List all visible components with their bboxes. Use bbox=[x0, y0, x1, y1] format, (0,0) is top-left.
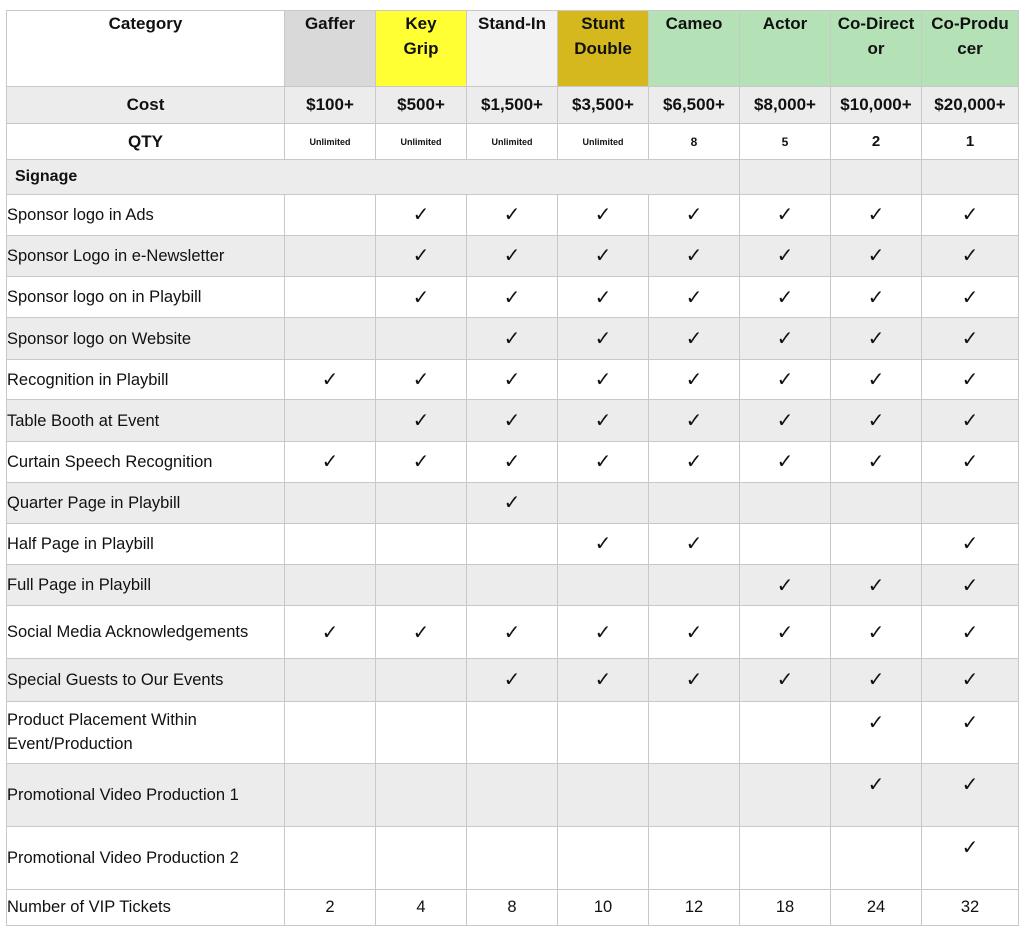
empty-cell bbox=[376, 764, 467, 827]
section-filler bbox=[740, 159, 831, 194]
benefit-label: Sponsor logo on Website bbox=[7, 318, 285, 359]
empty-cell bbox=[649, 701, 740, 764]
check-icon: ✓ bbox=[922, 400, 1019, 441]
check-icon: ✓ bbox=[740, 400, 831, 441]
empty-cell bbox=[285, 826, 376, 889]
empty-cell bbox=[467, 764, 558, 827]
check-icon: ✓ bbox=[558, 359, 649, 399]
check-icon: ✓ bbox=[831, 701, 922, 764]
check-icon: ✓ bbox=[922, 318, 1019, 359]
check-icon: ✓ bbox=[467, 359, 558, 399]
benefit-label: Promotional Video Production 1 bbox=[7, 764, 285, 827]
check-icon: ✓ bbox=[831, 195, 922, 235]
check-icon: ✓ bbox=[558, 659, 649, 701]
tier-header-actor: Actor bbox=[740, 11, 831, 87]
check-icon: ✓ bbox=[831, 400, 922, 441]
check-icon: ✓ bbox=[922, 195, 1019, 235]
check-icon: ✓ bbox=[922, 701, 1019, 764]
empty-cell bbox=[740, 826, 831, 889]
empty-cell bbox=[376, 318, 467, 359]
benefit-row bbox=[7, 318, 1019, 359]
check-icon: ✓ bbox=[467, 659, 558, 701]
check-icon: ✓ bbox=[649, 659, 740, 701]
benefit-label: Special Guests to Our Events bbox=[7, 659, 285, 701]
cost-row bbox=[7, 87, 1019, 124]
vip-tickets-row bbox=[7, 889, 1019, 925]
empty-cell bbox=[285, 483, 376, 523]
cost-value: $20,000+ bbox=[922, 87, 1019, 124]
cost-value: $6,500+ bbox=[649, 87, 740, 124]
check-icon: ✓ bbox=[558, 318, 649, 359]
check-icon: ✓ bbox=[467, 318, 558, 359]
check-icon: ✓ bbox=[649, 277, 740, 318]
vip-tickets-value: 2 bbox=[285, 889, 376, 925]
check-icon: ✓ bbox=[740, 359, 831, 399]
section-label: Signage bbox=[7, 159, 740, 194]
check-icon: ✓ bbox=[467, 400, 558, 441]
check-icon: ✓ bbox=[740, 606, 831, 659]
check-icon: ✓ bbox=[467, 277, 558, 318]
benefit-label: Sponsor Logo in e-Newsletter bbox=[7, 235, 285, 276]
check-icon: ✓ bbox=[922, 359, 1019, 399]
qty-value: 8 bbox=[649, 124, 740, 159]
cost-label: Cost bbox=[7, 87, 285, 124]
benefit-label: Recognition in Playbill bbox=[7, 359, 285, 399]
empty-cell bbox=[922, 483, 1019, 523]
empty-cell bbox=[285, 701, 376, 764]
empty-cell bbox=[376, 659, 467, 701]
qty-value: 2 bbox=[831, 124, 922, 159]
tier-header-gaffer: Gaffer bbox=[285, 11, 376, 87]
empty-cell bbox=[285, 565, 376, 606]
cost-value: $3,500+ bbox=[558, 87, 649, 124]
empty-cell bbox=[467, 826, 558, 889]
cost-value: $1,500+ bbox=[467, 87, 558, 124]
check-icon: ✓ bbox=[740, 195, 831, 235]
empty-cell bbox=[376, 483, 467, 523]
check-icon: ✓ bbox=[558, 441, 649, 482]
benefit-label: Sponsor logo in Ads bbox=[7, 195, 285, 235]
check-icon: ✓ bbox=[922, 235, 1019, 276]
benefit-row bbox=[7, 400, 1019, 441]
qty-value: 5 bbox=[740, 124, 831, 159]
vip-tickets-value: 24 bbox=[831, 889, 922, 925]
empty-cell bbox=[649, 764, 740, 827]
check-icon: ✓ bbox=[831, 359, 922, 399]
empty-cell bbox=[831, 483, 922, 523]
check-icon: ✓ bbox=[649, 606, 740, 659]
benefit-row bbox=[7, 483, 1019, 523]
tier-header-co-director: Co-Director bbox=[831, 11, 922, 87]
check-icon: ✓ bbox=[467, 195, 558, 235]
check-icon: ✓ bbox=[740, 277, 831, 318]
vip-tickets-value: 4 bbox=[376, 889, 467, 925]
check-icon: ✓ bbox=[649, 318, 740, 359]
qty-label: QTY bbox=[7, 124, 285, 159]
check-icon: ✓ bbox=[376, 400, 467, 441]
check-icon: ✓ bbox=[467, 606, 558, 659]
tier-header-co-producer: Co-Producer bbox=[922, 11, 1019, 87]
empty-cell bbox=[740, 523, 831, 564]
empty-cell bbox=[285, 523, 376, 564]
tier-header-key-grip: Key Grip bbox=[376, 11, 467, 87]
check-icon: ✓ bbox=[740, 659, 831, 701]
section-row-signage bbox=[7, 159, 1019, 194]
check-icon: ✓ bbox=[558, 195, 649, 235]
vip-tickets-label: Number of VIP Tickets bbox=[7, 889, 285, 925]
empty-cell bbox=[467, 565, 558, 606]
empty-cell bbox=[376, 565, 467, 606]
benefit-label: Product Placement Within Event/Production bbox=[7, 701, 285, 764]
empty-cell bbox=[467, 523, 558, 564]
check-icon: ✓ bbox=[558, 523, 649, 564]
empty-cell bbox=[831, 826, 922, 889]
qty-value: Unlimited bbox=[285, 124, 376, 159]
check-icon: ✓ bbox=[922, 826, 1019, 889]
tier-header-stunt-double: Stunt Double bbox=[558, 11, 649, 87]
empty-cell bbox=[376, 701, 467, 764]
qty-row bbox=[7, 124, 1019, 159]
cost-value: $100+ bbox=[285, 87, 376, 124]
section-filler bbox=[831, 159, 922, 194]
check-icon: ✓ bbox=[376, 195, 467, 235]
check-icon: ✓ bbox=[649, 359, 740, 399]
vip-tickets-value: 32 bbox=[922, 889, 1019, 925]
check-icon: ✓ bbox=[285, 441, 376, 482]
benefit-label: Full Page in Playbill bbox=[7, 565, 285, 606]
check-icon: ✓ bbox=[285, 606, 376, 659]
empty-cell bbox=[740, 701, 831, 764]
empty-cell bbox=[285, 659, 376, 701]
empty-cell bbox=[285, 195, 376, 235]
vip-tickets-value: 18 bbox=[740, 889, 831, 925]
check-icon: ✓ bbox=[285, 359, 376, 399]
benefit-row bbox=[7, 277, 1019, 318]
check-icon: ✓ bbox=[740, 318, 831, 359]
empty-cell bbox=[285, 318, 376, 359]
check-icon: ✓ bbox=[922, 277, 1019, 318]
check-icon: ✓ bbox=[740, 235, 831, 276]
check-icon: ✓ bbox=[922, 659, 1019, 701]
benefit-label: Quarter Page in Playbill bbox=[7, 483, 285, 523]
check-icon: ✓ bbox=[376, 441, 467, 482]
benefit-row bbox=[7, 701, 1019, 764]
empty-cell bbox=[376, 826, 467, 889]
qty-value: Unlimited bbox=[376, 124, 467, 159]
check-icon: ✓ bbox=[376, 606, 467, 659]
benefit-label: Sponsor logo on in Playbill bbox=[7, 277, 285, 318]
benefit-row bbox=[7, 441, 1019, 482]
empty-cell bbox=[649, 565, 740, 606]
check-icon: ✓ bbox=[922, 523, 1019, 564]
benefit-row bbox=[7, 764, 1019, 827]
empty-cell bbox=[558, 764, 649, 827]
vip-tickets-value: 10 bbox=[558, 889, 649, 925]
empty-cell bbox=[558, 701, 649, 764]
empty-cell bbox=[558, 565, 649, 606]
check-icon: ✓ bbox=[922, 441, 1019, 482]
empty-cell bbox=[831, 523, 922, 564]
check-icon: ✓ bbox=[467, 235, 558, 276]
empty-cell bbox=[740, 764, 831, 827]
check-icon: ✓ bbox=[831, 441, 922, 482]
benefit-row bbox=[7, 359, 1019, 399]
empty-cell bbox=[467, 701, 558, 764]
tier-header-stand-in: Stand-In bbox=[467, 11, 558, 87]
vip-tickets-value: 12 bbox=[649, 889, 740, 925]
check-icon: ✓ bbox=[467, 441, 558, 482]
cost-value: $8,000+ bbox=[740, 87, 831, 124]
check-icon: ✓ bbox=[558, 400, 649, 441]
sponsorship-table bbox=[6, 10, 1019, 926]
check-icon: ✓ bbox=[831, 606, 922, 659]
empty-cell bbox=[285, 277, 376, 318]
check-icon: ✓ bbox=[831, 659, 922, 701]
benefit-rows bbox=[7, 195, 1019, 889]
benefit-row bbox=[7, 826, 1019, 889]
benefit-label: Curtain Speech Recognition bbox=[7, 441, 285, 482]
benefit-label: Table Booth at Event bbox=[7, 400, 285, 441]
benefit-row bbox=[7, 523, 1019, 564]
empty-cell bbox=[376, 523, 467, 564]
empty-cell bbox=[285, 400, 376, 441]
check-icon: ✓ bbox=[649, 235, 740, 276]
tier-header-cameo: Cameo bbox=[649, 11, 740, 87]
check-icon: ✓ bbox=[922, 565, 1019, 606]
empty-cell bbox=[740, 483, 831, 523]
qty-value: Unlimited bbox=[558, 124, 649, 159]
qty-value: Unlimited bbox=[467, 124, 558, 159]
check-icon: ✓ bbox=[649, 441, 740, 482]
tier-header-row bbox=[7, 11, 1019, 87]
check-icon: ✓ bbox=[831, 565, 922, 606]
check-icon: ✓ bbox=[558, 606, 649, 659]
vip-tickets-value: 8 bbox=[467, 889, 558, 925]
empty-cell bbox=[558, 826, 649, 889]
check-icon: ✓ bbox=[649, 523, 740, 564]
check-icon: ✓ bbox=[831, 318, 922, 359]
section-filler bbox=[922, 159, 1019, 194]
empty-cell bbox=[558, 483, 649, 523]
check-icon: ✓ bbox=[558, 235, 649, 276]
empty-cell bbox=[649, 483, 740, 523]
check-icon: ✓ bbox=[922, 606, 1019, 659]
benefit-row bbox=[7, 606, 1019, 659]
check-icon: ✓ bbox=[740, 565, 831, 606]
check-icon: ✓ bbox=[558, 277, 649, 318]
check-icon: ✓ bbox=[376, 359, 467, 399]
check-icon: ✓ bbox=[649, 400, 740, 441]
benefit-label: Promotional Video Production 2 bbox=[7, 826, 285, 889]
benefit-row bbox=[7, 659, 1019, 701]
empty-cell bbox=[285, 235, 376, 276]
check-icon: ✓ bbox=[831, 277, 922, 318]
benefit-row bbox=[7, 235, 1019, 276]
empty-cell bbox=[649, 826, 740, 889]
benefit-row bbox=[7, 565, 1019, 606]
cost-value: $500+ bbox=[376, 87, 467, 124]
check-icon: ✓ bbox=[376, 277, 467, 318]
check-icon: ✓ bbox=[740, 441, 831, 482]
qty-value: 1 bbox=[922, 124, 1019, 159]
cost-value: $10,000+ bbox=[831, 87, 922, 124]
check-icon: ✓ bbox=[922, 764, 1019, 827]
check-icon: ✓ bbox=[649, 195, 740, 235]
category-header: Category bbox=[7, 11, 285, 87]
check-icon: ✓ bbox=[831, 764, 922, 827]
benefit-label: Social Media Acknowledgements bbox=[7, 606, 285, 659]
benefit-label: Half Page in Playbill bbox=[7, 523, 285, 564]
benefit-row bbox=[7, 195, 1019, 235]
check-icon: ✓ bbox=[376, 235, 467, 276]
check-icon: ✓ bbox=[831, 235, 922, 276]
empty-cell bbox=[285, 764, 376, 827]
check-icon: ✓ bbox=[467, 483, 558, 523]
